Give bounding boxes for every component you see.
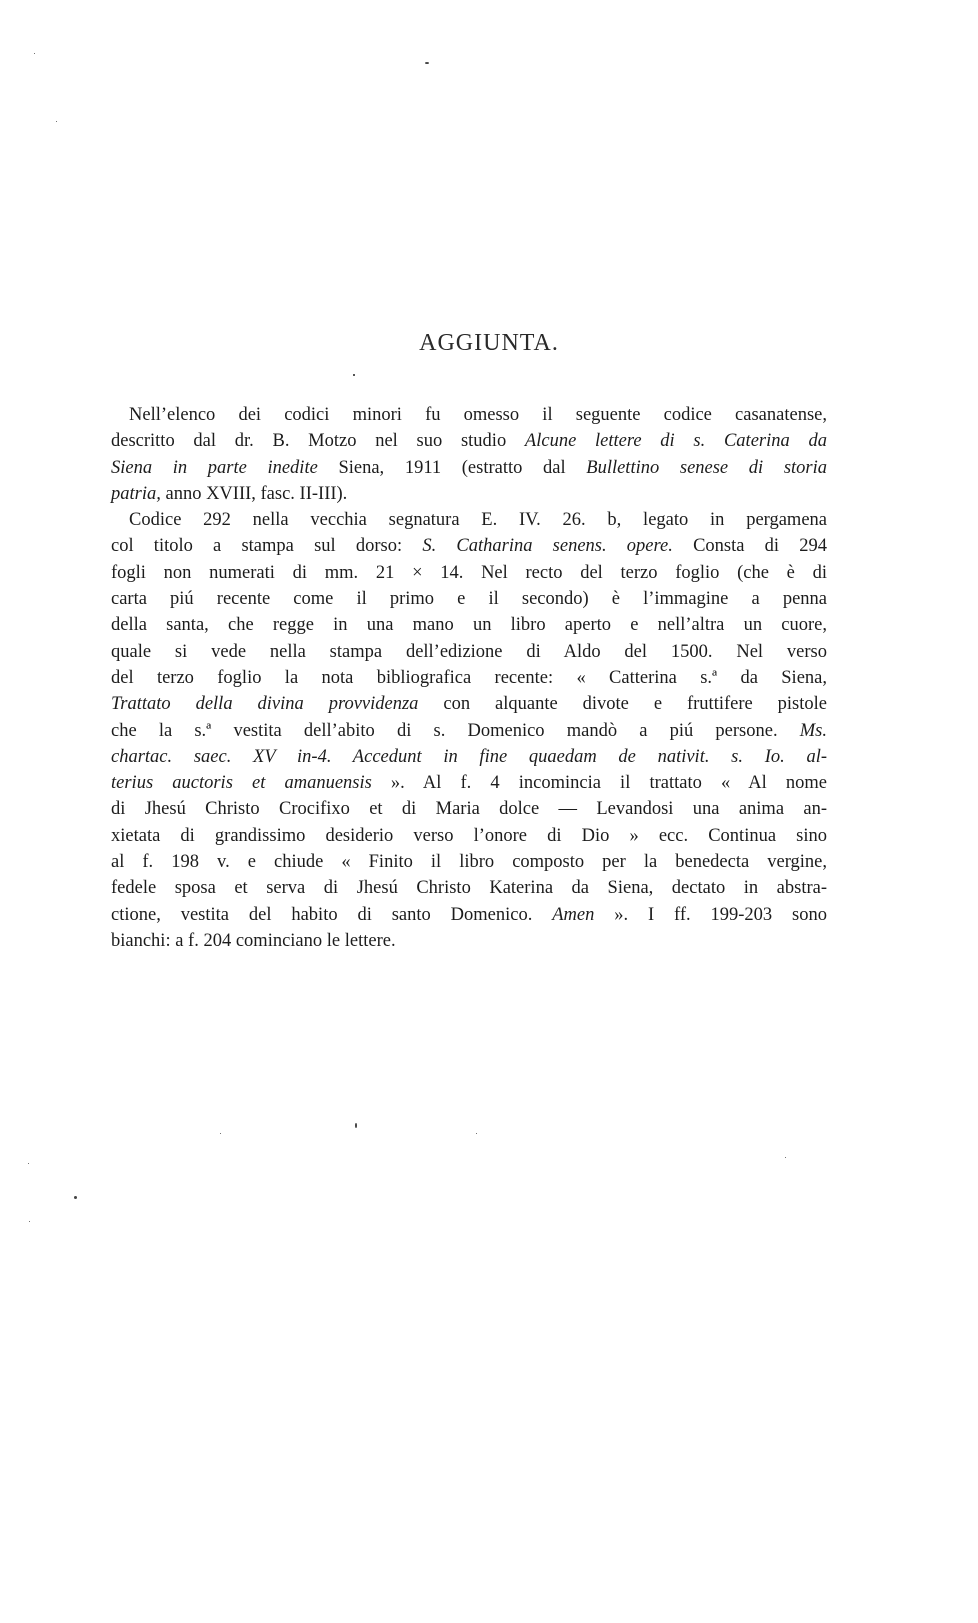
text-line: [111, 481, 827, 507]
text-segment: di Jhesú Christo Crocifixo et di Maria dolce — Levandosi una anima an-: [111, 799, 827, 820]
text-line: [111, 744, 827, 770]
text-segment: fedele sposa et serva di Jhesú Christo Katerina da Siena, dectato in abstra-: [111, 878, 827, 899]
text-line: [111, 428, 827, 454]
text-line: [111, 586, 827, 612]
text-segment: Siena, 1911 (estratto dal: [317, 457, 587, 478]
body-text: [111, 402, 827, 954]
text-segment: con alquante divote e fruttifere pistole: [418, 694, 827, 715]
text-line: [111, 612, 827, 638]
scan-speck: [220, 1133, 221, 1134]
text-segment: xietata di grandissimo desiderio verso l’onore di Dio » ecc. Continua sino: [111, 825, 827, 846]
decorative-dot: [353, 374, 355, 376]
scan-speck: [74, 1196, 77, 1199]
text-line: [111, 875, 827, 901]
text-segment: S. Catharina senens. opere.: [422, 536, 673, 557]
text-line: [111, 507, 827, 533]
scan-speck: [29, 1221, 30, 1222]
text-line: [111, 796, 827, 822]
text-segment: Nell’elenco dei codici minori fu omesso il seguente codice casanatense,: [129, 405, 827, 425]
text-segment: Bullettino senese di storia: [586, 457, 827, 478]
text-line: [111, 691, 827, 717]
text-segment: Codice 292 nella vecchia segnatura E. IV. 26. b, legato in pergamena: [129, 510, 827, 531]
text-segment: chartac. saec. XV in-4. Accedunt in fine quaedam de nativit. s. Io. al-: [111, 746, 827, 767]
text-line: [111, 560, 827, 586]
text-segment: anno XVIII, fasc. II-III).: [160, 483, 348, 504]
text-segment: col titolo a stampa sul dorso:: [111, 536, 423, 557]
text-segment: fogli non numerati di mm. 21 × 14. Nel recto del terzo foglio (che è di: [111, 562, 827, 583]
page-title: AGGIUNTA.: [419, 330, 559, 356]
text-segment: Ms.: [799, 720, 827, 741]
text-line: [111, 665, 827, 691]
text-segment: quale si vede nella stampa dell’edizione di Aldo del 1500. Nel verso: [111, 641, 827, 662]
scan-speck: [476, 1133, 477, 1134]
text-line: [111, 928, 827, 954]
scan-speck: [355, 1123, 357, 1128]
text-line: [111, 639, 827, 665]
text-segment: che la s.ª vestita dell’abito di s. Domenico mandò a piú persone.: [111, 720, 800, 741]
text-segment: bianchi: a f. 204 cominciano le lettere.: [111, 930, 396, 951]
text-segment: patria,: [111, 483, 161, 504]
text-line: [111, 849, 827, 875]
text-segment: ctione, vestita del habito di santo Domenico.: [111, 904, 553, 925]
text-segment: Alcune lettere di s. Caterina da: [524, 431, 827, 452]
scan-speck: [56, 121, 57, 122]
scan-speck: [785, 1157, 786, 1158]
text-segment: ». I ff. 199-203 sono: [594, 904, 827, 925]
text-segment: Amen: [552, 904, 595, 925]
text-line: [111, 533, 827, 559]
text-line: [111, 823, 827, 849]
text-segment: Consta di 294: [672, 536, 828, 557]
text-segment: del terzo foglio la nota bibliografica recente: « Catterina s.ª da Siena,: [111, 667, 827, 688]
text-segment: carta piú recente come il primo e il secondo) è l’immagine a penna: [111, 589, 827, 610]
text-line: [111, 770, 827, 796]
text-line: [111, 455, 827, 481]
text-segment: Trattato della divina provvidenza: [111, 694, 419, 715]
text-segment: al f. 198 v. e chiude « Finito il libro composto per la benedecta vergine,: [111, 852, 827, 873]
scan-speck: [34, 53, 35, 54]
text-segment: descritto dal dr. B. Motzo nel suo studio: [111, 431, 525, 452]
scan-speck: [425, 62, 429, 64]
text-segment: Siena in parte inedite: [111, 457, 318, 478]
text-line: [111, 902, 827, 928]
text-segment: della santa, che regge in una mano un libro aperto e nell’altra un cuore,: [111, 615, 827, 636]
text-segment: terius auctoris et amanuensis: [111, 773, 372, 794]
text-line: [111, 718, 827, 744]
text-segment: ». Al f. 4 incomincia il trattato « Al nome: [371, 773, 827, 794]
text-line: [111, 402, 827, 428]
scan-speck: [28, 1163, 29, 1164]
